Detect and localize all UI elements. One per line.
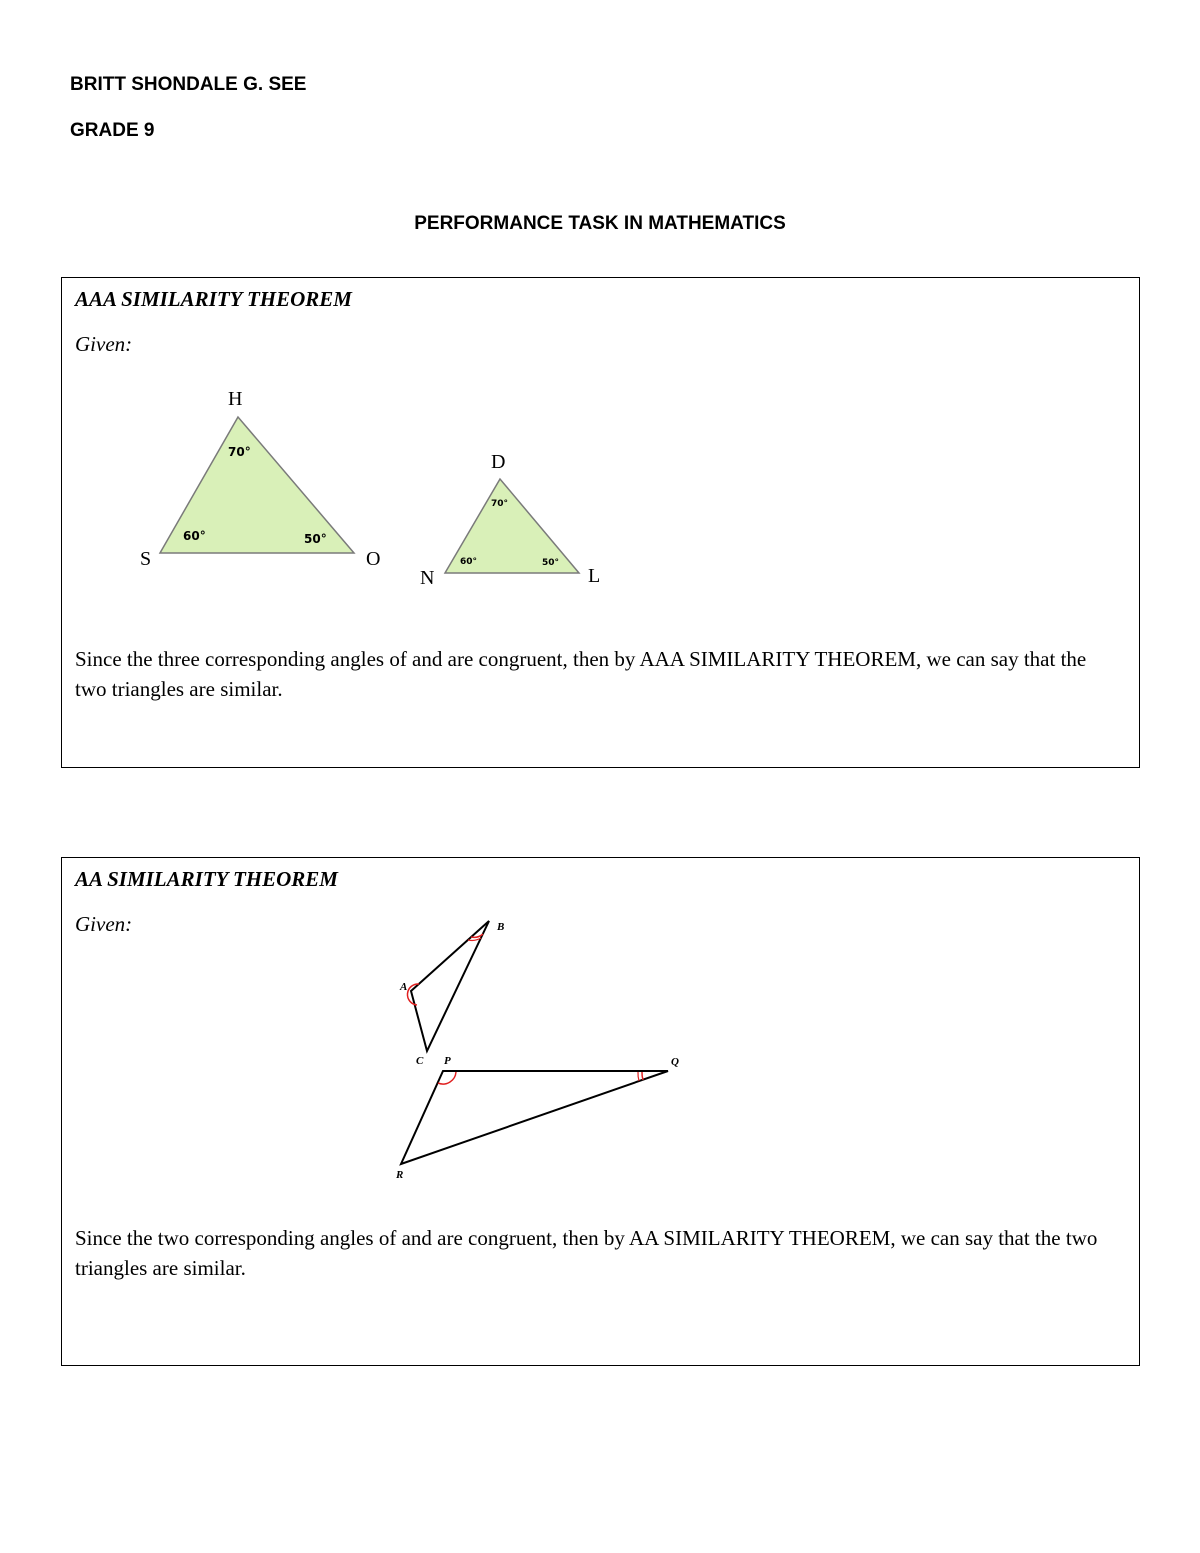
aaa-section [61, 277, 1140, 768]
vertex-label-p: P [444, 1055, 451, 1067]
angle-label-h: 70° [228, 445, 251, 459]
angle-label-s: 60° [183, 529, 206, 543]
triangle-pqr [401, 1071, 668, 1164]
section-heading: AA SIMILARITY THEOREM [75, 867, 338, 891]
vertex-label-n: N [420, 567, 435, 589]
page-title: PERFORMANCE TASK IN MATHEMATICS [414, 213, 786, 234]
given-label: Given: [75, 912, 133, 936]
vertex-label-d: D [491, 451, 506, 473]
triangle-abc [411, 921, 489, 1051]
section-heading: AAA SIMILARITY THEOREM [75, 287, 352, 311]
angle-label-n: 60° [460, 557, 478, 567]
given-label: Given: [75, 332, 133, 356]
conclusion-text: Since the two corresponding angles of and are congruent, then by AA SIMILARITY THEOREM, we can say that the two triangles are similar. [75, 1226, 1098, 1280]
vertex-label-s: S [140, 548, 152, 570]
vertex-label-c: C [416, 1055, 424, 1067]
vertex-label-o: O [366, 548, 381, 570]
vertex-label-q: Q [671, 1056, 679, 1068]
vertex-label-h: H [228, 388, 243, 410]
aa-section [61, 857, 1140, 1366]
angle-arc-q-2 [638, 1072, 639, 1081]
aa-figure [62, 858, 1139, 1365]
conclusion-text: Since the three corresponding angles of and are congruent, then by AAA SIMILARITY THEOREM, we can say that the two triangles are similar. [75, 647, 1087, 701]
student-name: BRITT SHONDALE G. SEE [70, 74, 307, 95]
vertex-label-l: L [588, 565, 601, 587]
angle-label-d: 70° [491, 499, 509, 509]
vertex-label-a: A [400, 981, 408, 993]
angle-label-o: 50° [304, 532, 327, 546]
vertex-label-r: R [396, 1169, 404, 1181]
grade-level: GRADE 9 [70, 120, 155, 141]
vertex-label-b: B [497, 921, 505, 933]
angle-label-l: 50° [542, 558, 560, 568]
angle-arc-q [642, 1072, 643, 1080]
